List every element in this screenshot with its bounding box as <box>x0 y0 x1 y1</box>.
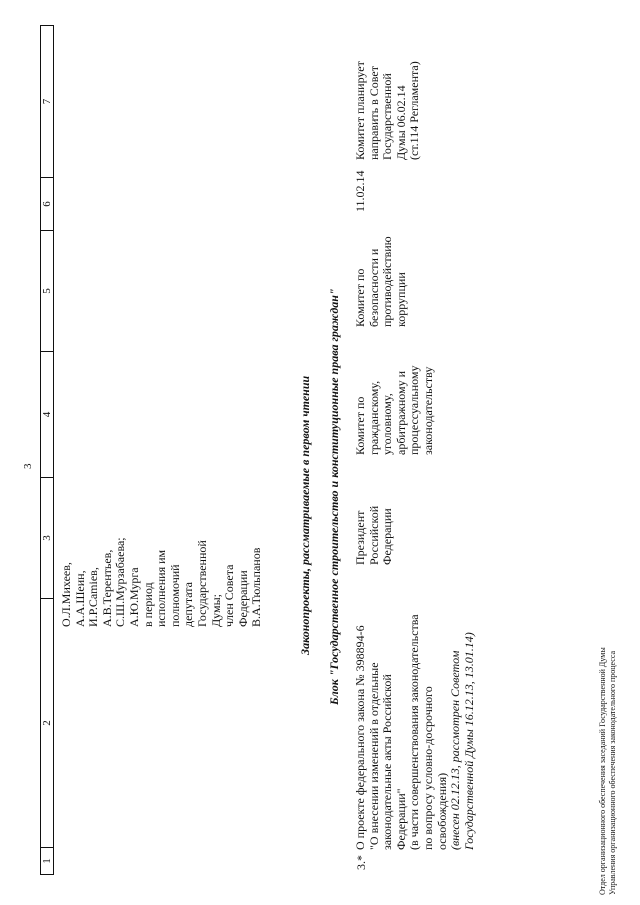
column-header-6: 6 <box>41 178 54 231</box>
entry-description-cell <box>354 600 476 850</box>
section-title: Законопроекты, рассматриваемые в первом чтении <box>298 375 312 655</box>
column-header-7: 7 <box>41 26 54 178</box>
block-title: Блок "Государственное строительство и конституционные права граждан" <box>327 288 341 705</box>
entry-remark: Комитет планирует направить в Совет Государственной Думы 06.02.14 (ст.114 Регламента) <box>353 61 422 160</box>
entry-date: 11.02.14 <box>353 170 367 212</box>
column-header-table <box>40 25 54 875</box>
continued-authors-list: О.Л.Михеев, А.А.Шеин, И.Р.Сamiев, А.В.Терентьев, С.Ш.Мурзабаева; А.Ю.Мурга в период исполнения им полномочий депутата Государственной Думы; член Совета Федерации В.А.Тюльпанов <box>59 537 264 627</box>
page-number: 3 <box>22 463 34 469</box>
column-header-2: 2 <box>41 599 54 848</box>
entry-description: О проекте федерального закона № 398894-6 "О внесении изменений в отдельные законодательные акты Российской Федерации" (в части совершенствования законодательства по вопросу условно-досрочного освобождения) <box>353 614 449 850</box>
column-header-1: 1 <box>41 848 54 875</box>
entry-author: Президент Российской Федерации <box>353 505 395 565</box>
entry-co-committee: Комитет по безопасности и противодействию коррупции <box>353 236 408 327</box>
entry-committee: Комитет по гражданскому, уголовному, арбитражному и процессуальному законодательству <box>353 365 435 455</box>
entry-number: 3.* <box>354 855 368 870</box>
column-header-3: 3 <box>41 478 54 599</box>
column-header-4: 4 <box>41 352 54 478</box>
column-header-5: 5 <box>41 231 54 352</box>
entry-note: (внесен 02.12.13, рассмотрен Советом Государственной Думы 16.12.13, 13.01.14) <box>448 632 476 850</box>
footer-note: Отдел организационного обеспечения заседаний Государственной Думы Управления организационного обеспечения законодательного процесса <box>598 647 617 895</box>
